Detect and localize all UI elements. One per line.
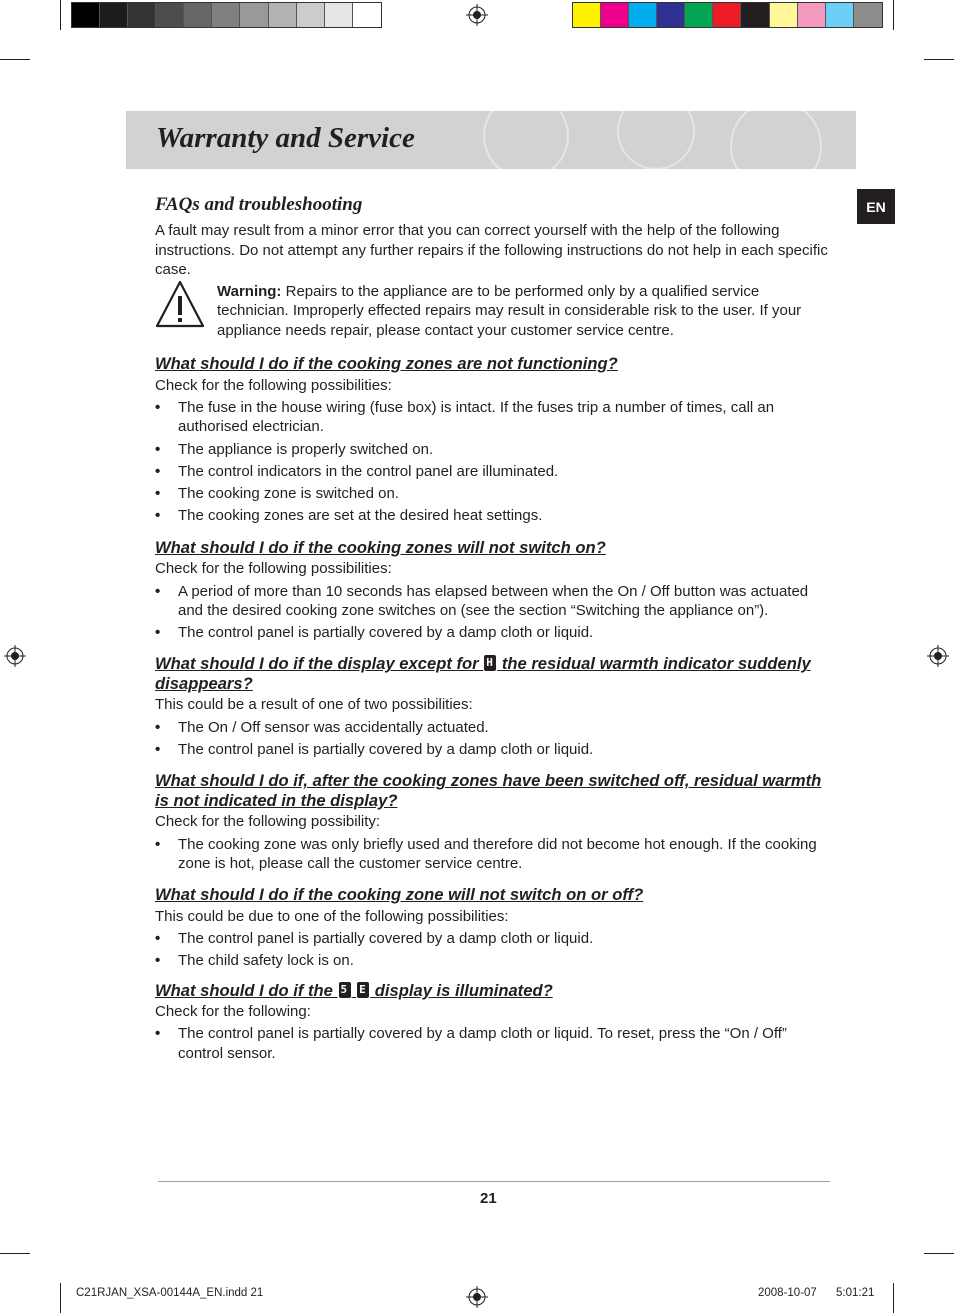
- bullet-icon: •: [155, 1025, 161, 1043]
- color-swatch: [212, 3, 240, 27]
- question-text: What should I do if the display except for: [155, 654, 484, 674]
- color-swatch: [741, 3, 769, 27]
- bullet-icon: •: [155, 718, 161, 736]
- faq-list: [155, 354, 830, 1063]
- bullet-icon: •: [155, 952, 161, 970]
- list-item-text: The appliance is properly switched on.: [178, 440, 434, 458]
- faq-bullet-list: [155, 398, 830, 526]
- header-banner: [126, 111, 856, 169]
- question-text: the residual warmth indicator suddenly disappears?: [155, 654, 811, 693]
- faq-section: [155, 354, 830, 526]
- faq-question: What should I do if, after the cooking zones have been switched off, residual warmth is not indicated in the display?: [155, 771, 822, 810]
- list-item-text: The control panel is partially covered by a damp cloth or liquid. To reset, press the “On / Off” control sensor.: [178, 1025, 787, 1062]
- warning-note: [155, 282, 830, 342]
- display-symbol-icon: E: [357, 982, 369, 998]
- bullet-icon: •: [155, 930, 161, 948]
- list-item-text: The control panel is partially covered by a damp cloth or liquid.: [178, 741, 594, 759]
- registration-mark-icon: [4, 645, 26, 667]
- faq-section: [155, 771, 830, 873]
- list-item-text: The cooking zones are set at the desired heat settings.: [178, 507, 543, 525]
- language-tab: EN: [857, 189, 895, 224]
- faq-section: [155, 538, 830, 643]
- list-item: [155, 484, 830, 503]
- warning-text: [217, 282, 830, 340]
- crop-mark: [893, 1283, 894, 1313]
- color-swatch: [72, 3, 100, 27]
- slug-date: 2008-10-07: [758, 1287, 817, 1299]
- color-swatch: [854, 3, 882, 27]
- crop-mark: [0, 59, 30, 60]
- list-item: [155, 623, 830, 642]
- color-swatch: [629, 3, 657, 27]
- color-swatch: [601, 3, 629, 27]
- color-swatch: [657, 3, 685, 27]
- faq-bullet-list: [155, 1024, 830, 1063]
- color-swatch: [798, 3, 826, 27]
- faq-lead: Check for the following possibility:: [155, 813, 381, 831]
- list-item-text: The cooking zone was only briefly used and therefore did not become hot enough. If the cooking zone is hot, please call the customer service centre.: [178, 835, 817, 872]
- crop-mark: [924, 1253, 954, 1254]
- color-swatch: [685, 3, 713, 27]
- color-swatch: [100, 3, 128, 27]
- list-item-text: A period of more than 10 seconds has elapsed between when the On / Off button was actuated and the desired cooking zone switches on (see the section “Switching the appliance on”).: [178, 582, 809, 619]
- faq-section: [155, 885, 830, 970]
- warning-triangle-icon: [155, 280, 205, 328]
- list-item: [155, 740, 830, 759]
- list-item: [155, 929, 830, 948]
- bullet-icon: •: [155, 462, 161, 480]
- list-item: [155, 398, 830, 437]
- list-item: [155, 1024, 830, 1063]
- bullet-icon: •: [155, 398, 161, 416]
- registration-mark-icon: [927, 645, 949, 667]
- warning-body: Repairs to the appliance are to be performed only by a qualified service technician. Improperly effected repairs may result in considerable risk to the user. If your appliance needs repair, please contact your customer service centre.: [217, 283, 802, 339]
- list-item-text: The control indicators in the control panel are illuminated.: [178, 462, 559, 480]
- faq-bullet-list: [155, 582, 830, 643]
- list-item: [155, 835, 830, 874]
- faq-bullet-list: [155, 929, 830, 971]
- faq-lead: This could be a result of one of two possibilities:: [155, 696, 473, 714]
- faq-lead: This could be due to one of the following possibilities:: [155, 907, 509, 925]
- faq-lead: Check for the following possibilities:: [155, 560, 392, 578]
- color-swatch: [325, 3, 353, 27]
- page-title: Warranty and Service: [156, 122, 415, 154]
- list-item-text: The control panel is partially covered by a damp cloth or liquid.: [178, 930, 594, 948]
- list-item: [155, 951, 830, 970]
- faq-section: [155, 981, 830, 1063]
- section-title: FAQs and troubleshooting: [155, 194, 363, 215]
- faq-question: [155, 654, 830, 693]
- color-swatch: [269, 3, 297, 27]
- color-swatch: [353, 3, 381, 27]
- faq-question: What should I do if the cooking zones will not switch on?: [155, 537, 606, 557]
- warning-label: Warning:: [217, 283, 282, 301]
- faq-question: [155, 981, 830, 1001]
- display-symbol-icon: H: [484, 655, 496, 671]
- color-swatch: [297, 3, 325, 27]
- list-item: [155, 462, 830, 481]
- color-swatch: [128, 3, 156, 27]
- color-swatch: [156, 3, 184, 27]
- list-item: [155, 718, 830, 737]
- bullet-icon: •: [155, 485, 161, 503]
- question-text: What should I do if the: [155, 980, 338, 1000]
- tomato-decoration-icon: [456, 111, 856, 169]
- crop-mark: [60, 1283, 61, 1313]
- crop-mark: [924, 59, 954, 60]
- crop-mark: [893, 0, 894, 30]
- color-swatch: [770, 3, 798, 27]
- slug-time: 5:01:21: [836, 1287, 875, 1299]
- list-item-text: The control panel is partially covered by a damp cloth or liquid.: [178, 624, 594, 642]
- registration-mark-icon: [466, 1286, 488, 1308]
- faq-question: What should I do if the cooking zone will not switch on or off?: [155, 885, 644, 905]
- list-item-text: The child safety lock is on.: [178, 952, 354, 970]
- color-swatch: [573, 3, 601, 27]
- bullet-icon: •: [155, 624, 161, 642]
- bullet-icon: •: [155, 835, 161, 853]
- list-item: [155, 440, 830, 459]
- bullet-icon: •: [155, 507, 161, 525]
- crop-mark: [0, 1253, 30, 1254]
- color-swatch: [826, 3, 854, 27]
- bullet-icon: •: [155, 582, 161, 600]
- page-number: 21: [480, 1190, 497, 1207]
- bullet-icon: •: [155, 440, 161, 458]
- color-swatch: [184, 3, 212, 27]
- faq-lead: Check for the following:: [155, 1003, 311, 1021]
- intro-paragraph: A fault may result from a minor error that you can correct yourself with the help of the following instructions. Do not attempt any further repairs if the following instructions do not help in each specific case.: [155, 222, 828, 278]
- slug-file: C21RJAN_XSA-00144A_EN.indd 21: [76, 1287, 264, 1299]
- crop-mark: [60, 0, 61, 30]
- list-item-text: The On / Off sensor was accidentally actuated.: [178, 718, 489, 736]
- list-item-text: The cooking zone is switched on.: [178, 485, 399, 503]
- question-text: display is illuminated?: [370, 980, 553, 1000]
- faq-bullet-list: [155, 718, 830, 760]
- color-swatch: [240, 3, 268, 27]
- footer-rule: [158, 1181, 830, 1182]
- faq-bullet-list: [155, 835, 830, 874]
- bullet-icon: •: [155, 741, 161, 759]
- gray-ramp-bar: [71, 2, 382, 28]
- list-item: [155, 506, 830, 525]
- color-swatch: [713, 3, 741, 27]
- display-symbol-icon: 5: [339, 982, 351, 998]
- list-item-text: The fuse in the house wiring (fuse box) is intact. If the fuses trip a number of times, call an authorised electrician.: [178, 398, 775, 436]
- color-process-bar: [572, 2, 883, 28]
- faq-section: [155, 654, 830, 759]
- main-content: [155, 195, 830, 1063]
- faq-lead: Check for the following possibilities:: [155, 376, 392, 394]
- registration-mark-icon: [466, 4, 488, 26]
- faq-question: What should I do if the cooking zones are not functioning?: [155, 354, 618, 374]
- list-item: [155, 582, 830, 621]
